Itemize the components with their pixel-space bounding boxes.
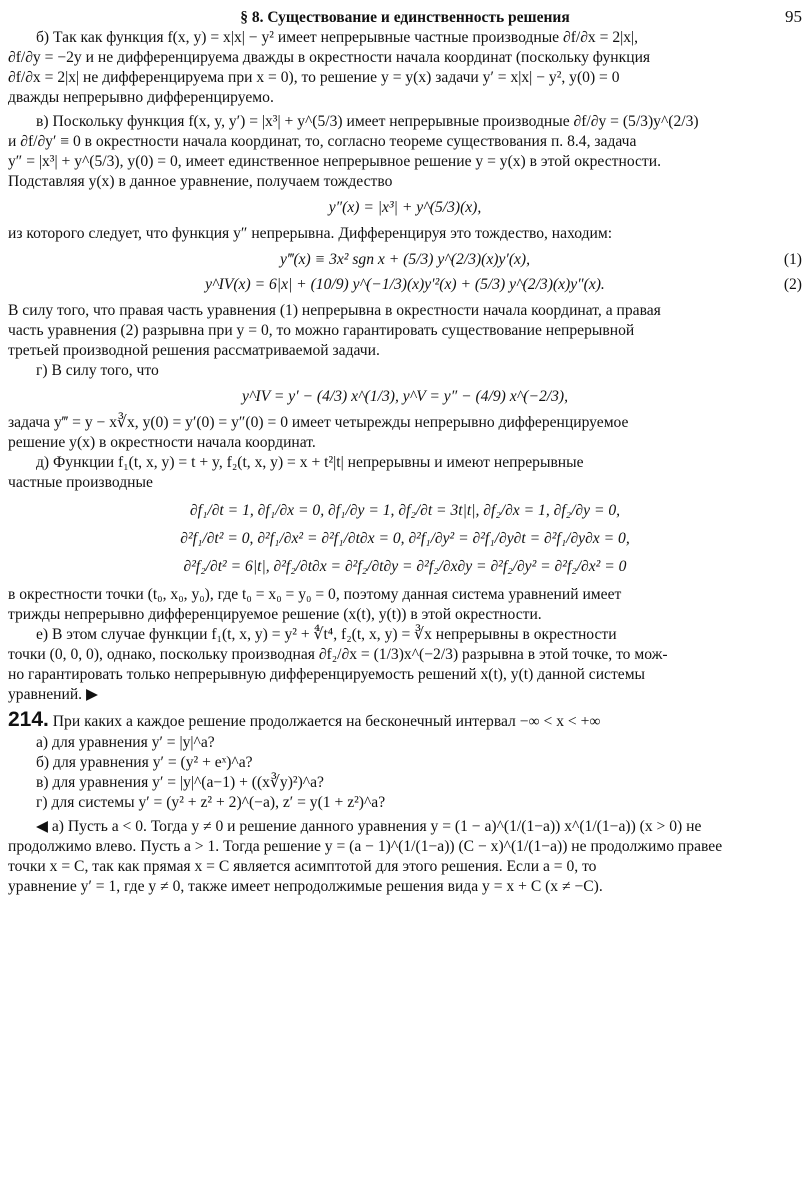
equation-1-number: (1) (783, 250, 802, 268)
text-line: частные производные (8, 474, 153, 492)
text-line: дважды непрерывно дифференцируемо. (8, 88, 274, 106)
problem-214 (8, 707, 802, 734)
equation-1 (8, 250, 802, 270)
problem-part-a: а) для уравнения y′ = |y|^a? (36, 734, 215, 752)
solution-line: продолжимо влево. Пусть a > 1. Тогда решение y = (a − 1)^(1/(1−a)) (C − x)^(1/(1−a)) не продолжимо правее (8, 838, 723, 856)
text-line: из которого следует, что функция y″ непрерывна. Дифференцируя это тождество, находим: (8, 224, 613, 242)
text-line: трижды непрерывно дифференцируемое решение (x(t), y(t)) в этой окрестности. (8, 605, 542, 623)
text-line: решение y(x) в окрестности начала координат. (8, 434, 316, 452)
text-line: Подставляя y(x) в данное уравнение, получаем тождество (8, 172, 393, 190)
problem-question: При каких a каждое решение продолжается на бесконечный интервал −∞ < x < +∞ (52, 712, 601, 730)
text-line: В силу того, что правая часть уравнения (1) непрерывна в окрестности начала координат, а правая (8, 302, 661, 320)
problem-part-b: б) для уравнения y′ = (y² + eˣ)^a? (36, 754, 253, 772)
text-line: часть уравнения (2) разрывна при y = 0, то можно гарантировать существование непрерывной (8, 322, 635, 340)
problem-number: 214. (8, 707, 49, 731)
derivatives-row-3: ∂²f₂/∂t² = 6|t|, ∂²f₂/∂t∂x = ∂²f₂/∂t∂y = ∂²f₂/∂x∂y = ∂²f₂/∂y² = ∂²f₂/∂x² = 0 (183, 557, 627, 575)
problem-part-c: в) для уравнения y′ = |y|^(a−1) + ((x∛y)²)^a? (36, 774, 324, 792)
derivatives-row-2: ∂²f₁/∂t² = 0, ∂²f₁/∂x² = ∂²f₁/∂t∂x = 0, ∂²f₁/∂y² = ∂²f₁/∂y∂t = ∂²f₁/∂y∂x = 0, (180, 529, 630, 547)
equation-2-number: (2) (783, 276, 802, 294)
text-line: третьей производной решения рассматриваемой задачи. (8, 342, 380, 360)
equation-2 (8, 275, 802, 295)
solution-line: ◀ а) Пусть a < 0. Тогда y ≠ 0 и решение данного уравнения y = (1 − a)^(1/(1−a)) x^(1/(1−a)) (x > 0) не (36, 818, 702, 836)
solution-line: точки x = C, так как прямая x = C является асимптотой для этого решения. Если a = 0, то (8, 858, 597, 876)
text-line: б) Так как функция f(x, y) = x|x| − y² имеет непрерывные частные производные ∂f/∂x = 2|x|, (36, 29, 639, 46)
text-line: точки (0, 0, 0), однако, поскольку производная ∂f₂/∂x = (1/3)x^(−2/3) разрывна в этой точке, то мож- (8, 645, 668, 663)
text-line: д) Функции f₁(t, x, y) = t + y, f₂(t, x, y) = x + t²|t| непрерывны и имеют непрерывные (36, 454, 584, 472)
text-line: ∂f/∂y = −2y и не дифференцируема дважды в окрестности начала координат (поскольку функция (8, 48, 651, 66)
text-line: и ∂f/∂y′ ≡ 0 в окрестности начала координат, то, согласно теореме существования п. 8.4, задача (8, 132, 637, 150)
text-line: уравнений. ▶ (8, 685, 98, 703)
text-line: в) Поскольку функция f(x, y, y′) = |x³| + y^(5/3) имеет непрерывные производные ∂f/∂y = (5/3)y^(2/3) (36, 112, 699, 130)
text-line: в окрестности точки (t₀, x₀, y₀), где t₀ = x₀ = y₀ = 0, поэтому данная система уравнений имеет (8, 585, 622, 603)
equation-1-body: y‴(x) ≡ 3x² sgn x + (5/3) y^(2/3)(x)y′(x), (279, 250, 531, 268)
solution-line: уравнение y′ = 1, где y ≠ 0, также имеет непродолжимые решения вида y = x + C (x ≠ −C). (8, 878, 603, 896)
display-equation: y^IV = y′ − (4/3) x^(1/3), y^V = y″ − (4/9) x^(−2/3), (242, 388, 568, 406)
text-line: y″ = |x³| + y^(5/3), y(0) = 0, имеет единственное непрерывное решение y = y(x) в этой окрестности. (8, 152, 661, 170)
text-line: г) В силу того, что (36, 362, 159, 380)
page-number: 95 (785, 7, 802, 26)
text-line: но гарантировать только непрерывную дифференцируемость решений x(t), y(t) данной системы (8, 665, 646, 683)
page-header (8, 4, 802, 28)
section-title: § 8. Существование и единственность решения (240, 9, 570, 26)
equation-2-body: y^IV(x) = 6|x| + (10/9) y^(−1/3)(x)y′²(x) + (5/3) y^(2/3)(x)y″(x). (205, 276, 605, 294)
page (8, 4, 802, 897)
display-equation: y″(x) = |x³| + y^(5/3)(x), (328, 198, 482, 216)
text-line: е) В этом случае функции f₁(t, x, y) = y² + ∜t⁴, f₂(t, x, y) = ∛x непрерывны в окрестности (36, 625, 617, 643)
text-line: ∂f/∂x = 2|x| не дифференцируема при x = 0), то решение y = y(x) задачи y′ = x|x| − y², y(0) = 0 (8, 68, 620, 86)
text-line: задача y‴ = y − x∛x, y(0) = y′(0) = y″(0) = 0 имеет четырежды непрерывно дифференцируемое (8, 414, 629, 432)
derivatives-row-1: ∂f₁/∂t = 1, ∂f₁/∂x = 0, ∂f₁/∂y = 1, ∂f₂/∂t = 3t|t|, ∂f₂/∂x = 1, ∂f₂/∂y = 0, (189, 502, 621, 520)
problem-part-d: г) для системы y′ = (y² + z² + 2)^(−a), z′ = y(1 + z²)^a? (36, 794, 386, 812)
